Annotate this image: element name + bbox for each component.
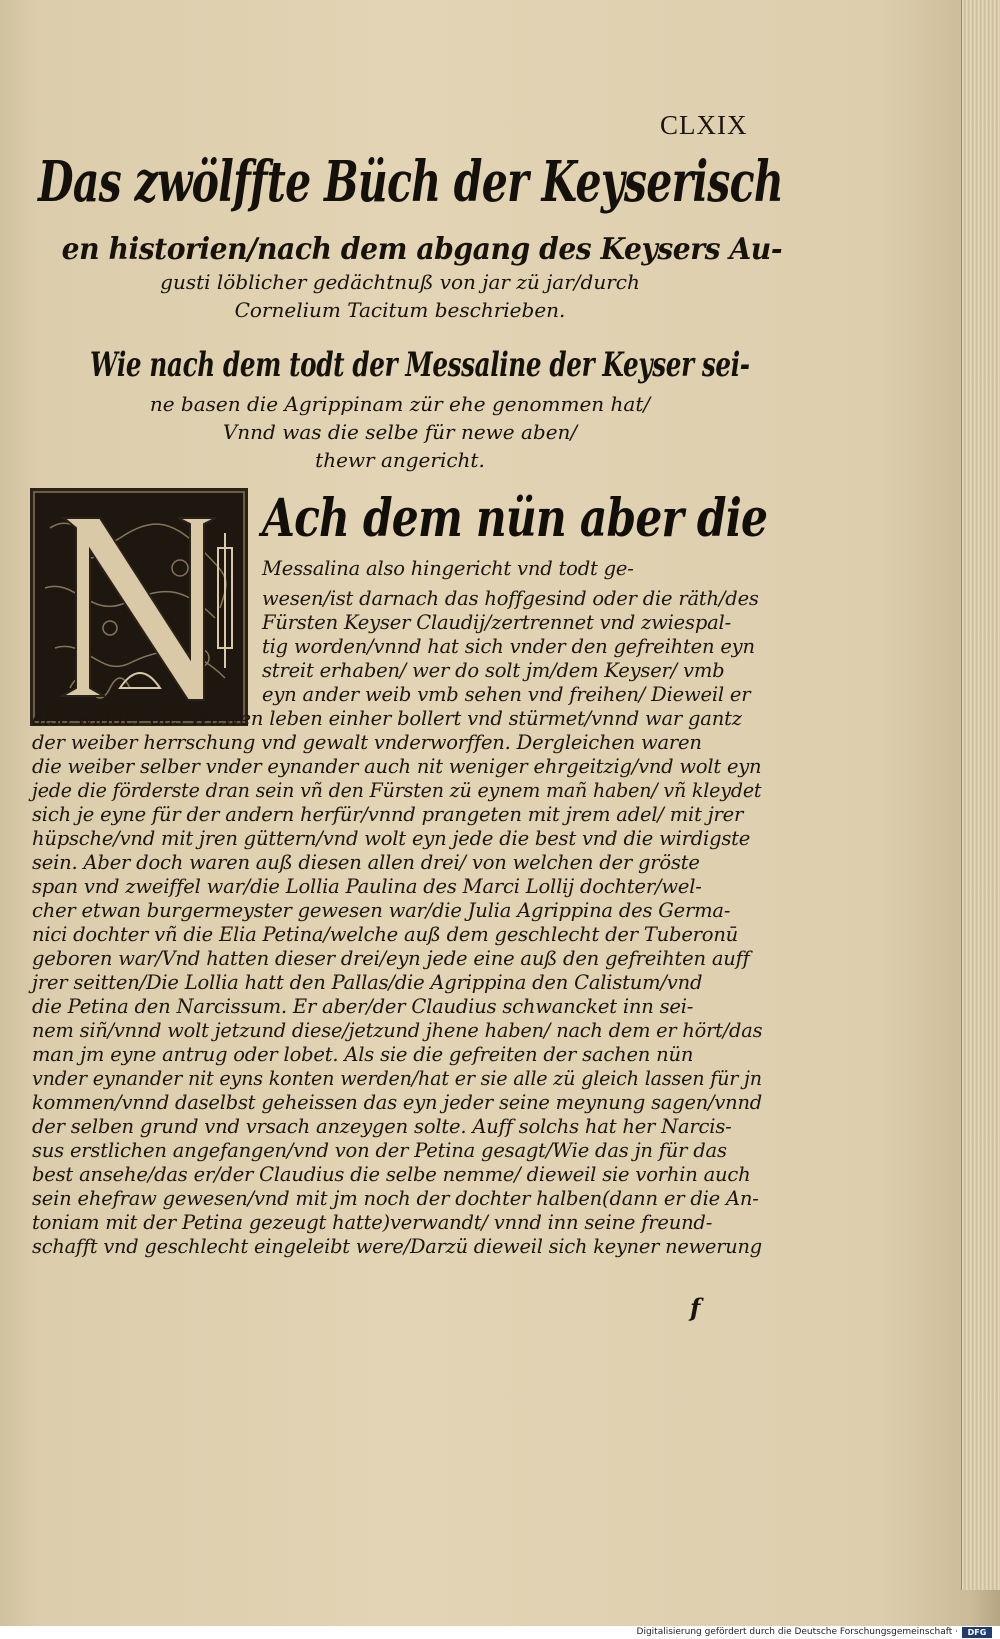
dfg-logo: DFG (962, 1627, 992, 1638)
folio-number: CLXIX (660, 110, 748, 140)
body-line: sus erstlichen angefangen/vnd von der Petina gesagt/Wie das jn für das (32, 1139, 727, 1162)
body-line: kommen/vnnd daselbst geheissen das eyn jeder seine meynung sagen/vnnd (32, 1091, 763, 1114)
body-line: geboren war/Vnd hatten dieser drei/eyn jede eine auß den gefreihten auff (32, 947, 750, 970)
body-line: Messalina also hingericht vnd todt ge- (262, 557, 634, 580)
chapter-heading-line-2: ne basen die Agrippinam zür ehe genommen hat/ (149, 392, 651, 416)
chapter-heading-line-4: thewr angericht. (315, 448, 485, 472)
page-edge (961, 0, 1000, 1590)
body-line: best ansehe/das er/der Claudius die selbe nemme/ dieweil sie vorhin auch (32, 1163, 751, 1186)
body-line: schafft vnd geschlecht eingeleibt were/Darzü dieweil sich keyner newerung (32, 1235, 762, 1258)
body-line: eyn ander weib vmb sehen vnd freihen/ Dieweil er (262, 683, 751, 706)
lead-text: Ach dem nün aber die (262, 488, 768, 549)
body-line: sein. Aber doch waren auß diesen allen drei/ von welchen der gröste (32, 851, 700, 874)
body-line: Fürsten Keyser Claudij/zertrennet vnd zwiespal- (262, 611, 731, 634)
body-line: die Petina den Narcissum. Er aber/der Claudius schwancket inn sei- (32, 995, 694, 1018)
body-line: jede die förderste dran sein vñ den Fürsten zü eynem mañ haben/ vñ kleydet (32, 779, 762, 802)
catchword: f (690, 1293, 701, 1322)
body-line: wesen/ist darnach das hoffgesind oder die räth/des (262, 587, 759, 610)
body-line: nem siñ/vnnd wolt jetzund diese/jetzund jhene haben/ nach dem er hört/das (32, 1019, 763, 1042)
body-line: also widder das Witwen leben einher bollert vnd stürmet/vnnd war gantz (32, 707, 742, 730)
body-line: nici dochter vñ die Elia Petina/welche auß dem geschlecht der Tuberonū (32, 923, 739, 946)
chapter-heading-line-1: Wie nach dem todt der Messaline der Keyser sei- (90, 345, 750, 385)
body-line: vnder eynander nit eyns konten werden/hat er sie alle zü gleich lassen für jn (32, 1067, 762, 1090)
footer-credit: Digitalisierung gefördert durch die Deutsche Forschungsgemeinschaft · (636, 1627, 958, 1637)
body-line: cher etwan burgermeyster gewesen war/die Julia Agrippina des Germa- (32, 899, 731, 922)
body-line: streit erhaben/ wer do solt jm/dem Keyser/ vmb (262, 659, 725, 682)
body-line: toniam mit der Petina gezeugt hatte)verwandt/ vnnd inn seine freund- (32, 1211, 713, 1234)
title-line-1: Das zwölffte Büch der Keyserisch (38, 149, 783, 215)
decorated-initial-n (30, 488, 248, 726)
body-line: sich je eyne für der andern herfür/vnnd prangeten mit jrem adel/ mit jrer (32, 803, 744, 826)
chapter-heading-line-3: Vnnd was die selbe für newe aben/ (222, 420, 578, 444)
title-line-3: gusti löblicher gedächtnuß von jar zü jar/durch (160, 270, 640, 294)
body-line: der selben grund vnd vrsach anzeygen solte. Auff solchs hat her Narcis- (32, 1115, 732, 1138)
title-line-4: Cornelium Tacitum beschrieben. (234, 298, 566, 322)
body-line: die weiber selber vnder eynander auch nit weniger ehrgeitzig/vnd wolt eyn (32, 755, 762, 778)
body-line: sein ehefraw gewesen/vnd mit jm noch der dochter halben(dann er die An- (32, 1187, 759, 1210)
body-line: man jm eyne antrug oder lobet. Als sie die gefreiten der sachen nün (32, 1043, 694, 1066)
title-line-2: en historien/nach dem abgang des Keysers Au- (61, 232, 783, 267)
body-line: jrer seitten/Die Lollia hatt den Pallas/die Agrippina den Calistum/vnd (32, 971, 703, 994)
body-line: span vnd zweiffel war/die Lollia Paulina des Marci Lollij dochter/wel- (32, 875, 702, 898)
body-line: hüpsche/vnd mit jren güttern/vnd wolt eyn jede die best vnd die wirdigste (32, 827, 751, 850)
body-line: der weiber herrschung vnd gewalt vnderworffen. Dergleichen waren (32, 731, 702, 754)
initial-n-image (30, 488, 248, 726)
body-line: tig worden/vnnd hat sich vnder den gefreihten eyn (262, 635, 755, 658)
